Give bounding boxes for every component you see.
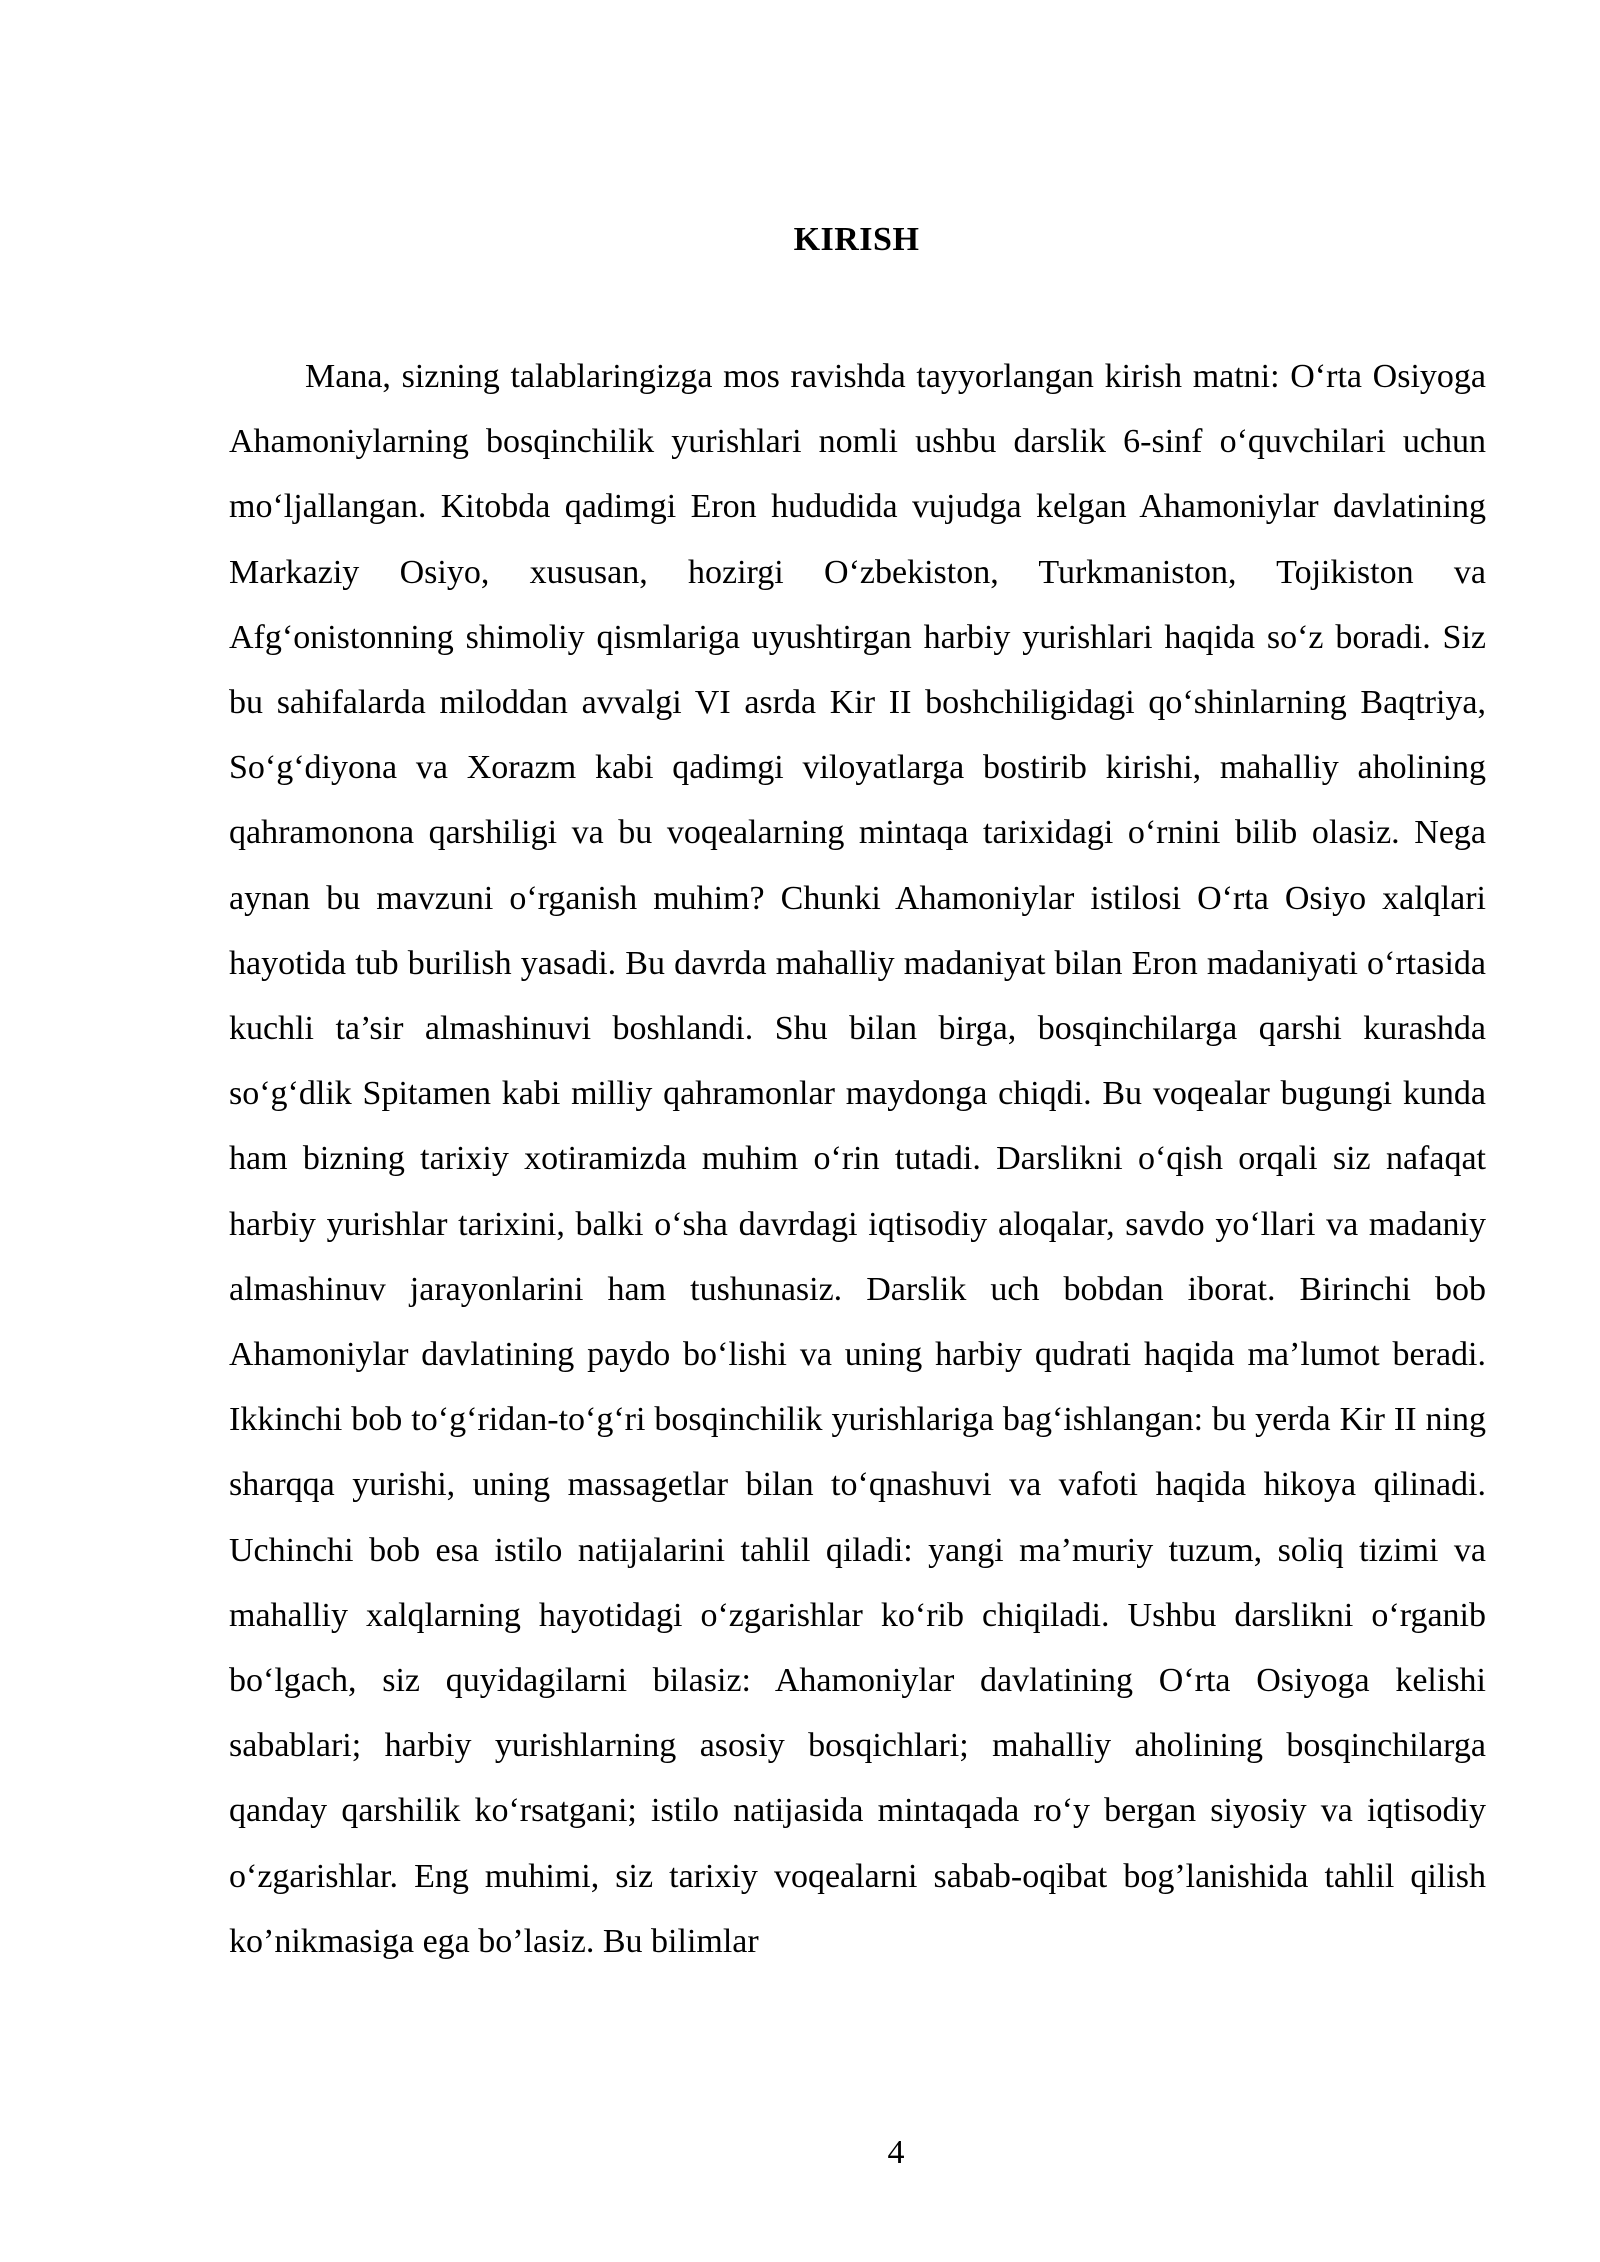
- page-number: 4: [887, 2134, 905, 2171]
- section-heading: KIRISH: [793, 221, 920, 258]
- body-paragraph: Mana, sizning talablaringizga mos ravishda tayyorlangan kirish matni: O‘rta Osiyoga Ahamoniylarning bosqinchilik yurishlari nomli ushbu darslik 6-sinf o‘quvchilari uchun mo‘ljallangan. Kitobda qadimgi Eron hududida vujudga kelgan Ahamoniylar davlatining Markaziy Osiyo, xususan, hozirgi O‘zbekiston, Turkmaniston, Tojikiston va Afg‘onistonning shimoliy qismlariga uyushtirgan harbiy yurishlari haqida so‘z boradi. Siz bu sahifalarda miloddan avvalgi VI asrda Kir II boshchiligidagi qo‘shinlarning Baqtriya, So‘g‘diyona va Xorazm kabi qadimgi viloyatlarga bostirib kirishi, mahalliy aholining qahramonona qarshiligi va bu voqealarning mintaqa tarixidagi o‘rnini bilib olasiz. Nega aynan bu mavzuni o‘rganish muhim? Chunki Ahamoniylar istilosi O‘rta Osiyo xalqlari hayotida tub burilish yasadi. Bu davrda mahalliy madaniyat bilan Eron madaniyati o‘rtasida kuchli ta’sir almashinuvi boshlandi. Shu bilan birga, bosqinchilarga qarshi kurashda so‘g‘dlik Spitamen kabi milliy qahramonlar maydonga chiqdi. Bu voqealar bugungi kunda ham bizning tarixiy xotiramizda muhim o‘rin tutadi. Darslikni o‘qish orqali siz nafaqat harbiy yurishlar tarixini, balki o‘sha davrdagi iqtisodiy aloqalar, savdo yo‘llari va madaniy almashinuv jarayonlarini ham tushunasiz. Darslik uch bobdan iborat. Birinchi bob Ahamoniylar davlatining paydo bo‘lishi va uning harbiy qudrati haqida ma’lumot beradi. Ikkinchi bob to‘g‘ridan-to‘g‘ri bosqinchilik yurishlariga bag‘ishlangan: bu yerda Kir II ning sharqqa yurishi, uning massagetlar bilan to‘qnashuvi va vafoti haqida hikoya qilinadi. Uchinchi bob esa istilo natijalarini tahlil qiladi: yangi ma’muriy tuzum, soliq tizimi va mahalliy xalqlarning hayotidagi o‘zgarishlar ko‘rib chiqiladi. Ushbu darslikni o‘rganib bo‘lgach, siz quyidagilarni bilasiz: Ahamoniylar davlatining O‘rta Osiyoga kelishi sabablari; harbiy yurishlarning asosiy bosqichlari; mahalliy aholining bosqinchilarga qanday qarshilik ko‘rsatgani; istilo natijasida mintaqada ro‘y bergan siyosiy va iqtisodiy o‘zgarishlar. Eng muhimi, siz tarixiy voqealarni sabab-oqibat bog’lanishida tahlil qilish ko’nikmasiga ega bo’lasiz. Bu bilimlar: [229, 358, 1486, 1960]
